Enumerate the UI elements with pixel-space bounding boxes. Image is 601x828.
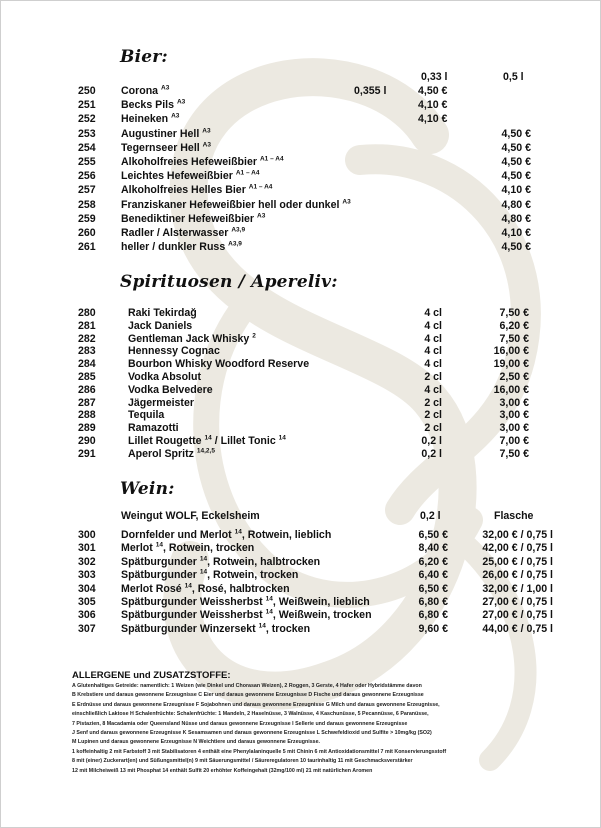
price-glass: 6,80 €	[418, 596, 448, 608]
item-name: Bourbon Whisky Woodford Reserve	[128, 358, 310, 371]
wein-header-row	[0, 509, 601, 523]
bier-row	[0, 169, 601, 183]
item-price: 3,00 €	[499, 422, 529, 435]
price-glass: 8,40 €	[418, 542, 448, 555]
superscript-note: 14	[258, 622, 266, 630]
superscript-note: 14	[265, 595, 273, 603]
item-price: 3,00 €	[499, 409, 529, 422]
item-size: 4 cl	[424, 383, 442, 396]
bier-row	[0, 141, 601, 155]
item-name: Leichtes Hefeweißbier $^{A1 - A4}$	[121, 169, 260, 183]
bier-row	[0, 240, 601, 254]
price-05: 4,10 €	[501, 227, 531, 239]
allergens-title: ALLERGENE und ZUSATZSTOFFE:	[72, 670, 231, 681]
superscript-note: 14	[234, 528, 242, 536]
wein-row	[0, 541, 601, 555]
allergens-line: einschließlich Laktose H Schalenfrüchte: Schalenfrüchte: 1 Mandeln, 2 Haselnüsse, 3 Walnüsse, 4 Kaschunüsse, 5 Pecannüsse, 6 Paranüsse,	[72, 711, 429, 718]
item-name: Spätburgunder Weissherbst $^{14}$, Weißwein, trocken	[121, 608, 372, 622]
item-name: Ramazotti	[128, 422, 179, 435]
allergens-line: 8 mit (einer) Zuckerart(en) und Süßungsmittel(n) 9 mit Säuerungsmittel / Säureregulatoren 10 taurinhaltig 11 mit Geschmacksverstärker	[72, 758, 413, 765]
item-size: 0,355 l	[354, 85, 387, 97]
item-number: 281	[78, 319, 96, 332]
item-number: 257	[78, 184, 96, 197]
item-name: Merlot $^{14}$, Rotwein, trocken	[121, 541, 255, 555]
superscript-note: 14	[199, 555, 208, 563]
item-name: Jack Daniels	[128, 319, 193, 332]
superscript-note: 14	[265, 608, 273, 616]
item-number: 302	[78, 555, 96, 568]
item-number: 300	[78, 529, 96, 541]
allergens-line: 12 mit Milcheiweiß 13 mit Phosphat 14 enthält Sulfit 20 erhöhter Koffeingehalt (32mg/100 ml) 21 mit natürlichen Aromen	[72, 767, 373, 774]
item-number: 254	[78, 141, 96, 154]
item-number: 256	[78, 170, 96, 183]
item-name: Vodka Belvedere	[128, 383, 213, 396]
price-bottle: 27,00 € / 0,75 l	[482, 596, 553, 608]
superscript-note: 14	[199, 568, 208, 576]
bier-row	[0, 212, 601, 226]
item-name: Becks Pils $^{A3}$	[121, 98, 186, 112]
item-name: Corona $^{A3}$	[121, 84, 170, 97]
item-number: 255	[78, 156, 96, 168]
allergens-line: J Senf und daraus gewonnene Erzeugnisse K Sesamsamen und daraus gewonnene Erzeugnisse L Schwefeldioxid und Sulfite > 10mg/kg (SO2)	[72, 730, 432, 737]
item-name: Hennessy Cognac	[128, 345, 220, 358]
superscript-note: A3	[342, 198, 351, 206]
item-name: Lillet Rougette $^{14}$ / Lillet Tonic $^{14}$	[128, 434, 286, 447]
item-number: 301	[78, 542, 96, 555]
wein-row	[0, 528, 601, 542]
superscript-note: A1 – A4	[235, 169, 260, 177]
superscript-note: A3	[176, 98, 186, 106]
bier-row	[0, 226, 601, 240]
item-name: Alkoholfreies Hefeweißbier $^{A1 - A4}$	[121, 155, 284, 168]
item-size: 4 cl	[424, 358, 442, 371]
item-name: Spätburgunder $^{14}$, Rotwein, halbtrocken	[121, 555, 321, 568]
superscript-note: 2	[252, 332, 256, 340]
item-number: 283	[78, 345, 96, 358]
superscript-note: A3,9	[228, 240, 242, 248]
superscript-note: 14,2,5	[196, 447, 215, 455]
item-name: Spätburgunder $^{14}$, Rotwein, trocken	[121, 568, 299, 582]
superscript-note: 14	[204, 434, 212, 442]
price-bottle: 27,00 € / 0,75 l	[482, 609, 553, 622]
item-size: 4 cl	[424, 319, 442, 332]
item-name: Heineken $^{A3}$	[121, 112, 180, 126]
allergens-line: A Glutenhaltiges Getreide: namentlich: 1 Weizen (wie Dinkel und Chorasan Weizen), 2 Roggen, 3 Gerste, 4 Hafer oder Hybridstämme davon	[72, 683, 422, 689]
price-033: 4,10 €	[418, 99, 448, 112]
item-name: Benediktiner Hefeweißbier $^{A3}$	[121, 212, 266, 225]
wein-row	[0, 608, 601, 622]
allergens-line: E Erdnüsse und daraus gewonnene Erzeugnisse F Sojabohnen und daraus gewonnene Erzeugnisse G Milch und daraus gewonnene Erzeugnisse,	[72, 701, 440, 708]
item-size: 4 cl	[424, 307, 442, 319]
item-size: 4 cl	[424, 332, 442, 345]
price-05: 4,80 €	[501, 198, 531, 211]
item-price: 7,00 €	[499, 435, 529, 447]
item-size: 2 cl	[424, 371, 442, 383]
item-number: 307	[78, 622, 96, 635]
item-price: 7,50 €	[499, 332, 529, 345]
price-bottle: 42,00 € / 0,75 l	[482, 542, 553, 555]
price-glass: 6,80 €	[418, 609, 448, 622]
wein-row	[0, 595, 601, 609]
bier-header-05: 0,5 l	[503, 71, 524, 83]
bier-row	[0, 112, 601, 126]
item-number: 285	[78, 371, 96, 383]
item-name: Augustiner Hell $^{A3}$	[121, 127, 211, 140]
item-name: Gentleman Jack Whisky $^2$	[128, 332, 256, 345]
item-name: heller / dunkler Russ $^{A3,9}$	[121, 240, 242, 254]
bier-header-033: 0,33 l	[421, 71, 448, 83]
item-name: Spätburgunder Weissherbst $^{14}$, Weißwein, lieblich	[121, 595, 370, 608]
price-glass: 6,40 €	[418, 569, 448, 582]
price-glass: 9,60 €	[418, 622, 448, 635]
allergens-lines	[72, 682, 572, 776]
section-title-bier: Bier:	[120, 47, 168, 67]
item-name: Spätburgunder Winzersekt $^{14}$, trocken	[121, 622, 311, 635]
bier-row	[0, 183, 601, 197]
superscript-note: A1 – A4	[248, 183, 273, 191]
item-number: 304	[78, 582, 96, 595]
item-name: Vodka Absolut	[128, 371, 201, 383]
item-number: 253	[78, 127, 96, 140]
item-size: 0,2 l	[421, 447, 442, 460]
item-price: 16,00 €	[493, 383, 529, 396]
price-glass: 6,20 €	[418, 555, 448, 568]
item-number: 287	[78, 396, 96, 409]
item-price: 7,50 €	[499, 447, 529, 460]
price-bottle: 26,00 € / 0,75 l	[482, 569, 553, 582]
price-05: 4,50 €	[501, 156, 531, 168]
wein-row	[0, 622, 601, 636]
item-number: 290	[78, 435, 96, 447]
winery-name: Weingut WOLF, Eckelsheim	[121, 510, 260, 522]
item-size: 2 cl	[424, 422, 442, 435]
item-number: 261	[78, 241, 96, 254]
price-glass: 6,50 €	[418, 529, 448, 541]
item-name: Radler / Alsterwasser $^{A3,9}$	[121, 226, 246, 239]
item-size: 2 cl	[424, 409, 442, 422]
superscript-note: A3	[202, 141, 211, 149]
superscript-note: A3,9	[231, 226, 246, 234]
item-price: 2,50 €	[499, 371, 529, 383]
item-name: Alkoholfreies Helles Bier $^{A1 - A4}$	[121, 183, 273, 197]
item-number: 284	[78, 358, 96, 371]
spirituosen-row	[0, 447, 601, 461]
item-name: Tequila	[128, 409, 165, 422]
wein-header-flasche: Flasche	[494, 510, 534, 522]
item-number: 305	[78, 596, 96, 608]
item-price: 19,00 €	[493, 358, 529, 371]
price-glass: 6,50 €	[418, 582, 448, 595]
wein-header-02: 0,2 l	[420, 510, 441, 522]
bier-row	[0, 98, 601, 112]
item-number: 280	[78, 307, 96, 319]
bier-row	[0, 127, 601, 141]
item-number: 260	[78, 227, 96, 239]
item-price: 6,20 €	[499, 319, 529, 332]
superscript-note: A3	[161, 84, 170, 92]
price-bottle: 32,00 € / 0,75 l	[482, 529, 553, 541]
price-bottle: 25,00 € / 0,75 l	[482, 555, 553, 568]
item-number: 306	[78, 609, 96, 622]
superscript-note: A3	[171, 112, 180, 120]
price-033: 4,50 €	[418, 85, 448, 97]
price-05: 4,50 €	[501, 241, 531, 254]
section-title-wein: Wein:	[120, 479, 175, 499]
allergens-line: 7 Pistazien, 8 Macadamia oder Queensland Nüsse und daraus gewonnene Erzeugnisse I Sellerie und daraus gewonnene Erzeugnisse	[72, 720, 408, 727]
price-bottle: 32,00 € / 1,00 l	[482, 582, 553, 595]
wein-row	[0, 568, 601, 582]
allergens-line: M Lupinen und daraus gewonnene Erzeugnisse N Weichtiere und daraus gewonnene Erzeugnisse.	[72, 739, 321, 746]
price-033: 4,10 €	[418, 113, 448, 126]
allergens-line: 1 koffeinhaltig 2 mit Farbstoff 3 mit Stabilisatoren 4 enthält eine Phenylalaninquelle 5 mit Chinin 6 mit Antioxidationsmittel 7 mit Konservierungsstoff	[72, 748, 447, 755]
item-name: Jägermeister	[128, 396, 194, 409]
allergens-line: B Krebstiere und daraus gewonnene Erzeugnisse C Eier und daraus gewonnene Erzeugnisse D Fische und daraus gewonnene Erzeugnisse	[72, 692, 424, 699]
item-number: 288	[78, 409, 96, 422]
item-number: 250	[78, 85, 96, 97]
item-price: 16,00 €	[493, 345, 529, 358]
price-05: 4,50 €	[501, 127, 531, 140]
item-name: Franziskaner Hefeweißbier hell oder dunkel $^{A3}$	[121, 198, 351, 211]
item-size: 2 cl	[424, 396, 442, 409]
allergens-block	[72, 670, 572, 776]
price-05: 4,10 €	[501, 184, 531, 197]
bier-row	[0, 155, 601, 169]
item-name: Tegernseer Hell $^{A3}$	[121, 141, 211, 154]
item-number: 286	[78, 383, 96, 396]
item-name: Dornfelder und Merlot $^{14}$, Rotwein, lieblich	[121, 528, 332, 541]
section-title-spirituosen: Spirituosen / Apereliv:	[120, 272, 338, 292]
item-number: 303	[78, 569, 96, 582]
superscript-note: A3	[202, 127, 211, 135]
price-05: 4,50 €	[501, 141, 531, 154]
item-number: 258	[78, 198, 96, 211]
item-number: 251	[78, 99, 96, 112]
bier-row	[0, 198, 601, 212]
superscript-note: 14	[184, 582, 192, 590]
item-number: 259	[78, 212, 96, 225]
item-name: Raki Tekirdağ	[128, 307, 197, 319]
wein-row	[0, 555, 601, 569]
item-number: 252	[78, 113, 96, 126]
item-name: Aperol Spritz $^{14,2,5}$	[128, 447, 215, 460]
item-number: 282	[78, 332, 96, 345]
wein-row	[0, 582, 601, 596]
item-size: 4 cl	[424, 345, 442, 358]
superscript-note: 14	[278, 434, 286, 442]
item-price: 3,00 €	[499, 396, 529, 409]
price-bottle: 44,00 € / 0,75 l	[482, 622, 553, 635]
item-number: 291	[78, 447, 96, 460]
superscript-note: 14	[155, 541, 163, 549]
superscript-note: A1 – A4	[259, 155, 284, 163]
bier-row	[0, 84, 601, 98]
item-name: Merlot Rosé $^{14}$, Rosé, halbtrocken	[121, 582, 290, 595]
item-number: 289	[78, 422, 96, 435]
item-size: 0,2 l	[421, 435, 442, 447]
bier-header-row	[0, 70, 601, 84]
price-05: 4,80 €	[501, 212, 531, 225]
price-05: 4,50 €	[501, 170, 531, 183]
superscript-note: A3	[257, 212, 266, 220]
item-price: 7,50 €	[499, 307, 529, 319]
